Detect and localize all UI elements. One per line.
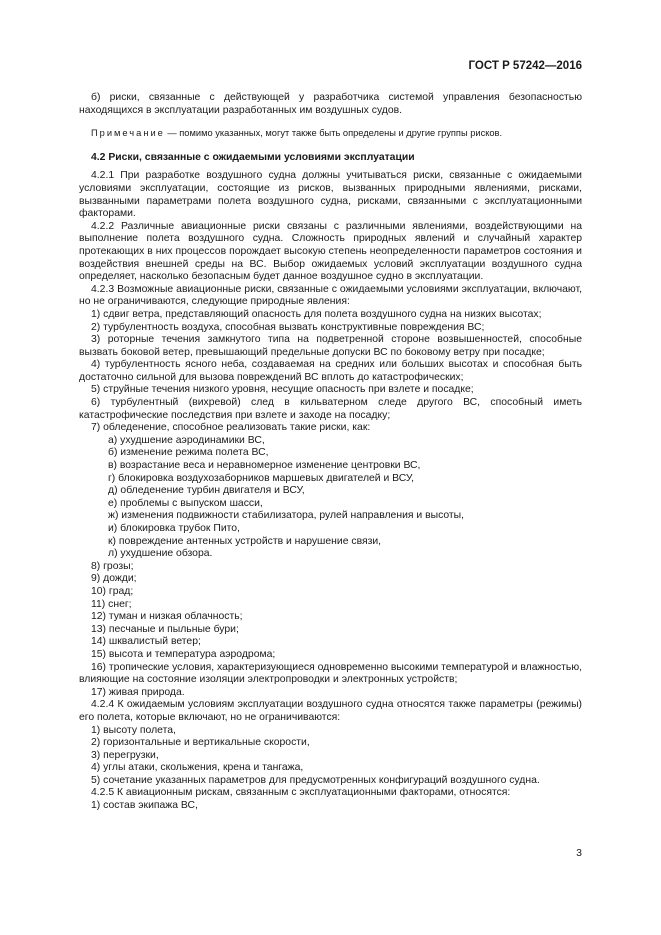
paragraph-4-2-5: 4.2.5 К авиационным рискам, связанным с эксплуатационными факторами, относятся: [91,787,511,799]
list-item: 3) перегрузки, [91,749,159,761]
sub-list-item: и) блокировка трубок Пито, [108,523,240,534]
list-item: 5) сочетание указанных параметров для предусмотренных конфигураций воздушного судна. [91,774,540,786]
sub-list-item: е) проблемы с выпуском шасси, [108,497,263,509]
sub-list-item: в) возрастание веса и неравномерное изменение центровки ВС, [108,460,421,472]
document-code: ГОСТ Р 57242—2016 [468,60,582,72]
list-item: 11) снег; [91,598,132,610]
sub-list-item: л) ухудшение обзора. [108,548,213,560]
list-item: 15) высота и температура аэродрома; [91,648,276,660]
sub-list-item: д) обледенение турбин двигателя и ВСУ, [108,485,305,497]
list-item: 16) тропические условия, характеризующиеся одновременно высокими температурой и влажностью, влияющие на состояние изоляции электропроводки и электронных устройств; [79,661,582,686]
list-item: 8) грозы; [91,560,134,572]
paragraph-4-2-4: 4.2.4 К ожидаемым условиям эксплуатации воздушного судна относятся также параметры (режимы) его полета, которые включают, но не ограничиваются: [79,699,582,723]
list-item: 6) турбулентный (вихревой) след в кильватерном следе другого ВС, способный иметь катастрофические последствия при взлете и заходе на посадку; [79,397,582,421]
list-item: 1) высоту полета, [91,724,176,736]
sub-list-item: г) блокировка воздухозаборников маршевых двигателей и ВСУ, [108,472,415,484]
paragraph-4-2-2: 4.2.2 Различные авиационные риски связаны с различными явлениями, воздействующими на выполнение полета воздушного судна. Сложность природных явлений и случайный характер протекающих в них процессов порождает высокую степень неопределенности параметров состояния и воздействия внешней среды на ВС. Выбор ожидаемых условий эксплуатации воздушного судна определяет, насколько безопасным будет данное воздушное судно в эксплуатации. [79,220,582,283]
list-item: 13) песчаные и пыльные бури; [91,623,239,635]
list-item: 17) живая природа. [91,686,185,698]
sub-list-item: к) повреждение антенных устройств и нарушение связи, [108,535,382,547]
list-item: 4) углы атаки, скольжения, крена и тангажа, [91,762,304,774]
list-item: 9) дожди; [91,573,137,585]
list-item: 14) шквалистый ветер; [91,636,201,648]
section-heading: 4.2 Риски, связанные с ожидаемыми условиями эксплуатации [91,151,415,163]
list-item: 1) состав экипажа ВС, [91,800,198,812]
list-item: 1) сдвиг ветра, представляющий опасность для полета воздушного судна на низких высотах; [91,308,542,320]
sub-list-item: а) ухудшение аэродинамики ВС, [108,434,265,446]
paragraph-item-b: б) риски, связанные с действующей у разработчика системой управления безопасностью находящихся в эксплуатации разработанных им воздушных судов. [79,92,582,116]
list-item: 12) туман и низкая облачность; [91,611,243,623]
paragraph-4-2-3: 4.2.3 Возможные авиационные риски, связанные с ожидаемыми условиями эксплуатации, включают, но не ограничиваются, следующие природные явления: [79,283,582,308]
page-body [79,92,582,813]
list-item: 10) град; [91,585,134,597]
list-item: 5) струйные течения низкого уровня, несущие опасность при взлете и посадке; [91,384,474,396]
list-item: 7) обледенение, способное реализовать такие риски, как: [91,422,371,434]
list-item: 2) турбулентность воздуха, способная вызвать конструктивные повреждения ВС; [91,321,485,333]
list-item: 3) роторные течения замкнутого типа на подветренной стороне возвышенностей, способные вызвать боковой ветер, превышающий предельные допуски ВС по боковому ветру при посадке; [79,334,582,358]
note-text: — помимо указанных, могут также быть определены и другие группы рисков. [164,128,503,139]
page-number: 3 [576,847,582,859]
paragraph-4-2-1: 4.2.1 При разработке воздушного судна должны учитываться риски, связанные с ожидаемыми условиями эксплуатации, состоящие из рисков, вызванных природными явлениями, рисками, вызванными параметрами полета воздушного судна, рисками, связанными с эксплуатационными факторами. [79,170,582,220]
list-item: 2) горизонтальные и вертикальные скорости, [91,737,310,749]
sub-list-item: б) изменение режима полета ВС, [108,447,269,459]
list-item: 4) турбулентность ясного неба, создаваемая на средних или больших высотах и способная быть достаточно сильной для вызова повреждений ВС вплоть до катастрофических; [79,359,582,383]
note-label: Примечание [91,128,165,139]
sub-list-item: ж) изменения подвижности стабилизатора, рулей направления и высоты, [108,510,465,522]
note [79,127,582,140]
